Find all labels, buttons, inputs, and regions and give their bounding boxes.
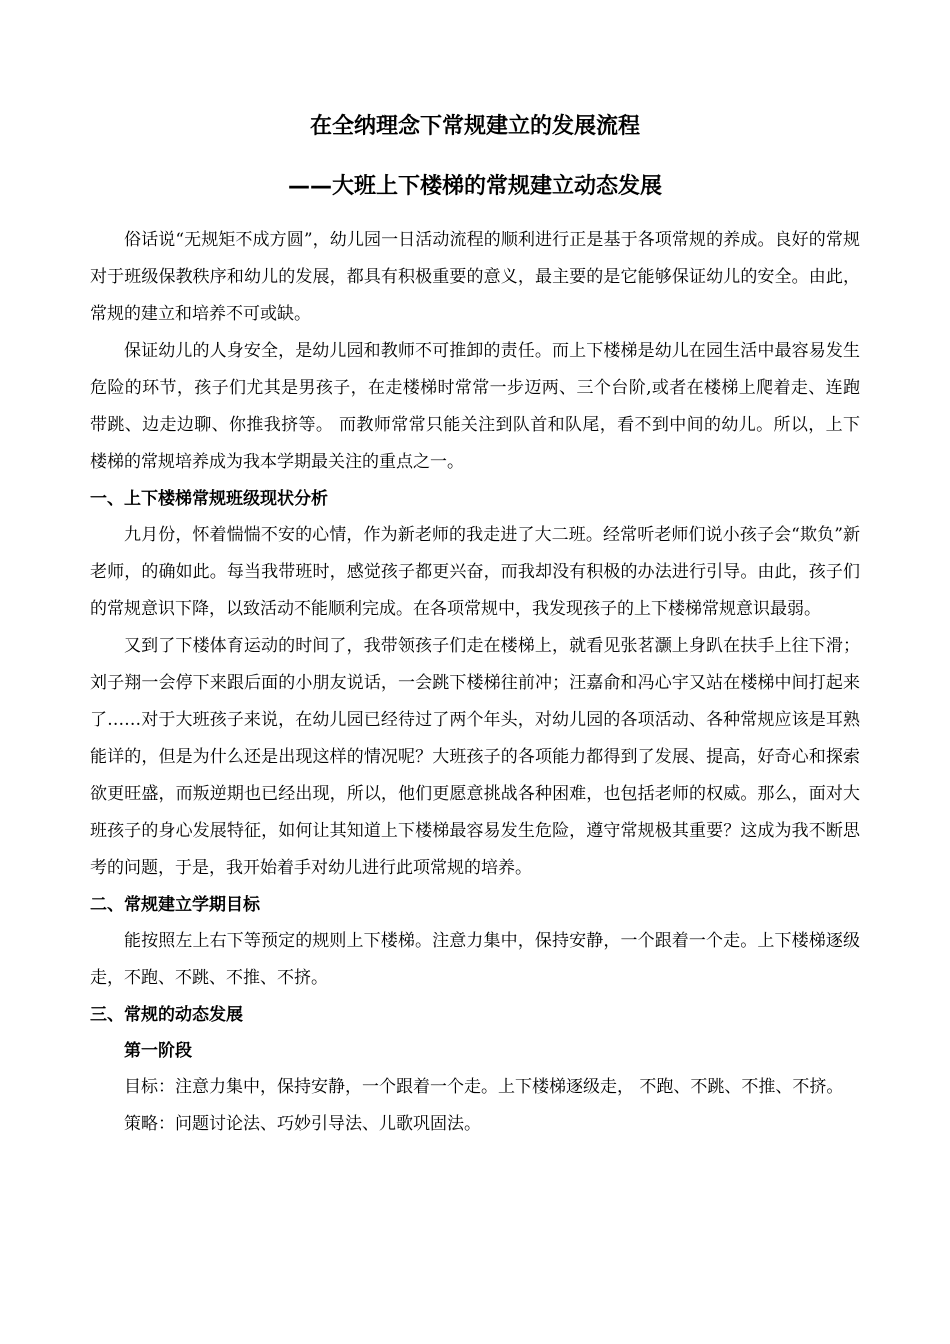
section-3-heading: 三、常规的动态发展 — [90, 1005, 243, 1025]
section-2-heading: 二、常规建立学期目标 — [90, 895, 260, 915]
section-1-heading: 一、上下楼梯常规班级现状分析 — [90, 489, 328, 509]
stage-1-goal: 目标：注意力集中，保持安静，一个跟着一个走。上下楼梯逐级走， 不跑、不跳、不推、不挤。 — [124, 1077, 844, 1097]
intro-paragraph-1: 俗话说“无规矩不成方圆”，幼儿园一日活动流程的顺利进行正是基于各项常规的养成。良好的常规对于班级保教秩序和幼儿的发展，都具有积极重要的意义，最主要的是它能够保证幼儿的安全。由此，常规的建立和培养不可或缺。 — [90, 230, 860, 324]
document-subtitle: ——大班上下楼梯的常规建立动态发展 — [287, 174, 662, 199]
intro-paragraph-2: 保证幼儿的人身安全，是幼儿园和教师不可推卸的责任。而上下楼梯是幼儿在园生活中最容易发生危险的环节，孩子们尤其是男孩子，在走楼梯时常常一步迈两、三个台阶,或者在楼梯上爬着走、连跑带跳、边走边聊、你推我挤等。 而教师常常只能关注到队首和队尾，看不到中间的幼儿。所以，上下楼梯的常规培养成为我本学期最关注的重点之一。 — [90, 341, 860, 472]
document-body — [90, 222, 860, 1143]
stage-1-strategy: 策略：问题讨论法、巧妙引导法、儿歌巩固法。 — [124, 1114, 481, 1134]
document-title: 在全纳理念下常规建立的发展流程 — [309, 114, 640, 139]
stage-1-heading: 第一阶段 — [124, 1041, 192, 1061]
section-1-paragraph-2: 又到了下楼体育运动的时间了，我带领孩子们走在楼梯上，就看见张茗灏上身趴在扶手上往下滑；刘子翔一会停下来跟后面的小朋友说话，一会跳下楼梯往前冲；汪嘉俞和冯心宇又站在楼梯中间打起来了……对于大班孩子来说，在幼儿园已经待过了两个年头，对幼儿园的各项活动、各种常规应该是耳熟能详的，但是为什么还是出现这样的情况呢？大班孩子的各项能力都得到了发展、提高，好奇心和探索欲更旺盛，而叛逆期也已经出现，所以，他们更愿意挑战各种困难，也包括老师的权威。那么，面对大班孩子的身心发展特征，如何让其知道上下楼梯最容易发生危险，遵守常规极其重要？这成为我不断思考的问题，于是，我开始着手对幼儿进行此项常规的培养。 — [90, 636, 860, 878]
section-2-paragraph-1: 能按照左上右下等预定的规则上下楼梯。注意力集中，保持安静，一个跟着一个走。上下楼梯逐级走，不跑、不跳、不推、不挤。 — [90, 931, 860, 988]
section-1-paragraph-1: 九月份，怀着惴惴不安的心情，作为新老师的我走进了大二班。经常听老师们说小孩子会“欺负”新老师，的确如此。每当我带班时，感觉孩子都更兴奋，而我却没有积极的办法进行引导。由此，孩子们的常规意识下降，以致活动不能顺利完成。在各项常规中，我发现孩子的上下楼梯常规意识最弱。 — [90, 525, 860, 619]
